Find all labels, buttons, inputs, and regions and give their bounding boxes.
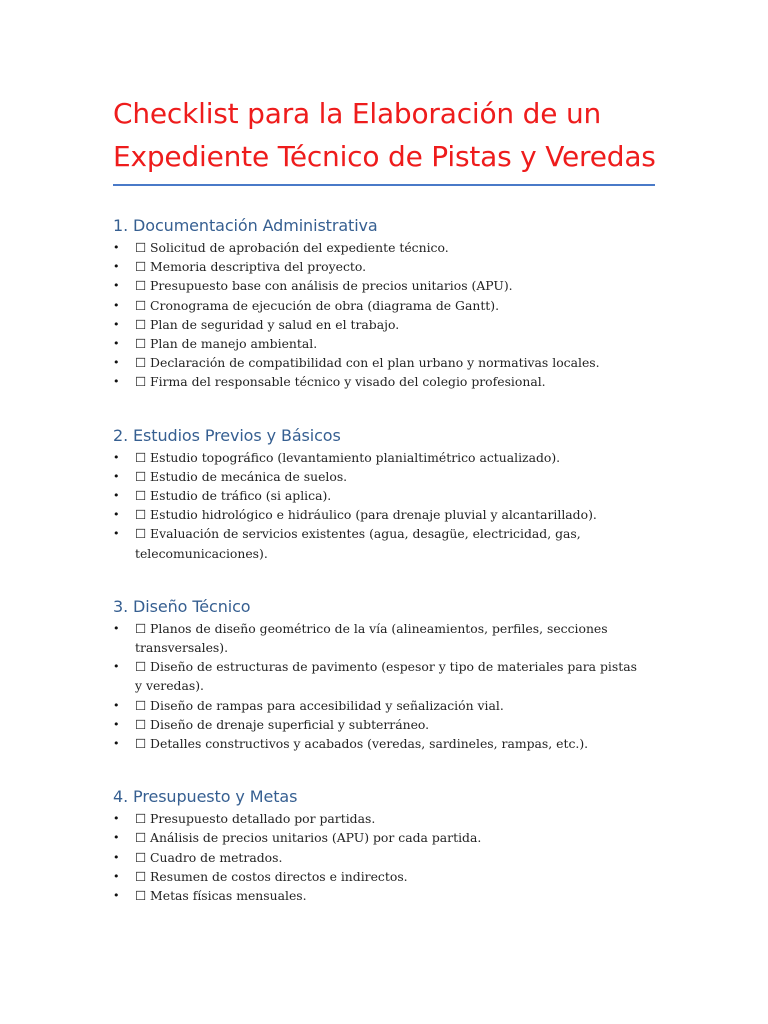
bullet-icon: •: [113, 889, 120, 903]
checklist-item: [113, 809, 645, 828]
bullet-icon: •: [113, 356, 120, 370]
checklist-sections: [113, 216, 668, 905]
bullet-icon: •: [113, 450, 120, 464]
checklist-item-text: ☐ Estudio de mecánica de suelos.: [135, 468, 348, 484]
checklist-item: [113, 353, 645, 372]
checklist-item-text: ☐ Planos de diseño geométrico de la vía (alineamientos, perfiles, secciones transversales).: [135, 620, 608, 656]
checklist-item: [113, 315, 645, 334]
bullet-icon: •: [113, 337, 120, 351]
bullet-icon: •: [113, 279, 120, 293]
checklist-item: [113, 886, 645, 905]
bullet-icon: •: [113, 317, 120, 331]
title-underline: [113, 184, 655, 186]
bullet-icon: •: [113, 621, 120, 635]
bullet-icon: •: [113, 737, 120, 751]
checklist-item-text: ☐ Análisis de precios unitarios (APU) por cada partida.: [135, 830, 482, 846]
checklist-item: [113, 619, 645, 657]
checklist-item-text: ☐ Cronograma de ejecución de obra (diagrama de Gantt).: [135, 297, 500, 313]
checklist-item: [113, 734, 645, 753]
checklist-item-text: ☐ Plan de seguridad y salud en el trabajo.: [135, 316, 400, 332]
checklist-item: [113, 276, 645, 295]
bullet-icon: •: [113, 375, 120, 389]
checklist-item: [113, 467, 645, 486]
checklist-list: [113, 448, 668, 563]
checklist-item-text: ☐ Detalles constructivos y acabados (veredas, sardineles, rampas, etc.).: [135, 736, 589, 752]
bullet-icon: •: [113, 241, 120, 254]
checklist-item-text: ☐ Solicitud de aprobación del expediente técnico.: [135, 240, 449, 255]
checklist-list: [113, 809, 668, 905]
checklist-item-text: ☐ Metas físicas mensuales.: [135, 888, 307, 904]
bullet-icon: •: [113, 298, 120, 312]
checklist-item: [113, 372, 645, 391]
checklist-item-text: ☐ Presupuesto detallado por partidas.: [135, 811, 376, 827]
bullet-icon: •: [113, 869, 120, 883]
checklist-item-text: ☐ Memoria descriptiva del proyecto.: [135, 259, 367, 275]
document-title: Checklist para la Elaboración de un Expediente Técnico de Pistas y Veredas: [113, 97, 656, 173]
checklist-item-text: ☐ Firma del responsable técnico y visado del colegio profesional.: [135, 374, 546, 390]
checklist-item-text: ☐ Diseño de rampas para accesibilidad y señalización vial.: [135, 697, 504, 713]
checklist-item-text: ☐ Declaración de compatibilidad con el plan urbano y normativas locales.: [135, 355, 600, 371]
bullet-icon: •: [113, 260, 120, 274]
bullet-icon: •: [113, 812, 120, 826]
bullet-icon: •: [113, 698, 120, 712]
bullet-icon: •: [113, 660, 120, 674]
checklist-item-text: ☐ Presupuesto base con análisis de precios unitarios (APU).: [135, 278, 513, 294]
checklist-item-text: ☐ Diseño de estructuras de pavimento (espesor y tipo de materiales para pistas y veredas).: [135, 659, 637, 694]
checklist-item-text: ☐ Cuadro de metrados.: [135, 849, 283, 865]
checklist-item-text: ☐ Estudio hidrológico e hidráulico (para drenaje pluvial y alcantarillado).: [135, 507, 597, 523]
checklist-section: [113, 216, 668, 392]
section-heading: 2. Estudios Previos y Básicos: [113, 425, 341, 445]
bullet-icon: •: [113, 508, 120, 522]
bullet-icon: •: [113, 831, 120, 845]
checklist-item: [113, 848, 645, 867]
checklist-item: [113, 296, 645, 315]
checklist-item-text: ☐ Estudio topográfico (levantamiento planialtimétrico actualizado).: [135, 449, 561, 465]
checklist-item-text: ☐ Diseño de drenaje superficial y subterráneo.: [135, 716, 430, 732]
checklist-item: [113, 696, 645, 715]
checklist-item: [113, 505, 645, 524]
checklist-item: [113, 486, 645, 505]
checklist-item: [113, 448, 645, 467]
checklist-item: [113, 828, 645, 847]
bullet-icon: •: [113, 717, 120, 731]
checklist-item-text: ☐ Evaluación de servicios existentes (agua, desagüe, electricidad, gas, telecomunicaciones).: [135, 526, 581, 561]
checklist-section: [113, 787, 668, 905]
checklist-item: [113, 867, 645, 886]
checklist-list: [113, 238, 668, 392]
bullet-icon: •: [113, 850, 120, 864]
checklist-list: [113, 619, 668, 753]
checklist-item-text: ☐ Estudio de tráfico (si aplica).: [135, 488, 332, 504]
checklist-item: [113, 334, 645, 353]
bullet-icon: •: [113, 527, 120, 541]
section-heading: 1. Documentación Administrativa: [113, 216, 378, 235]
bullet-icon: •: [113, 489, 120, 503]
checklist-item: [113, 257, 645, 276]
section-heading: 3. Diseño Técnico: [113, 596, 251, 616]
checklist-item: [113, 657, 645, 695]
bullet-icon: •: [113, 469, 120, 483]
checklist-item-text: ☐ Plan de manejo ambiental.: [135, 336, 318, 352]
checklist-item: [113, 715, 645, 734]
checklist-item-text: ☐ Resumen de costos directos e indirectos.: [135, 868, 408, 884]
checklist-section: [113, 597, 668, 753]
checklist-item: [113, 524, 645, 562]
section-heading: 4. Presupuesto y Metas: [113, 787, 298, 807]
checklist-section: [113, 426, 668, 563]
checklist-item: [113, 238, 645, 257]
